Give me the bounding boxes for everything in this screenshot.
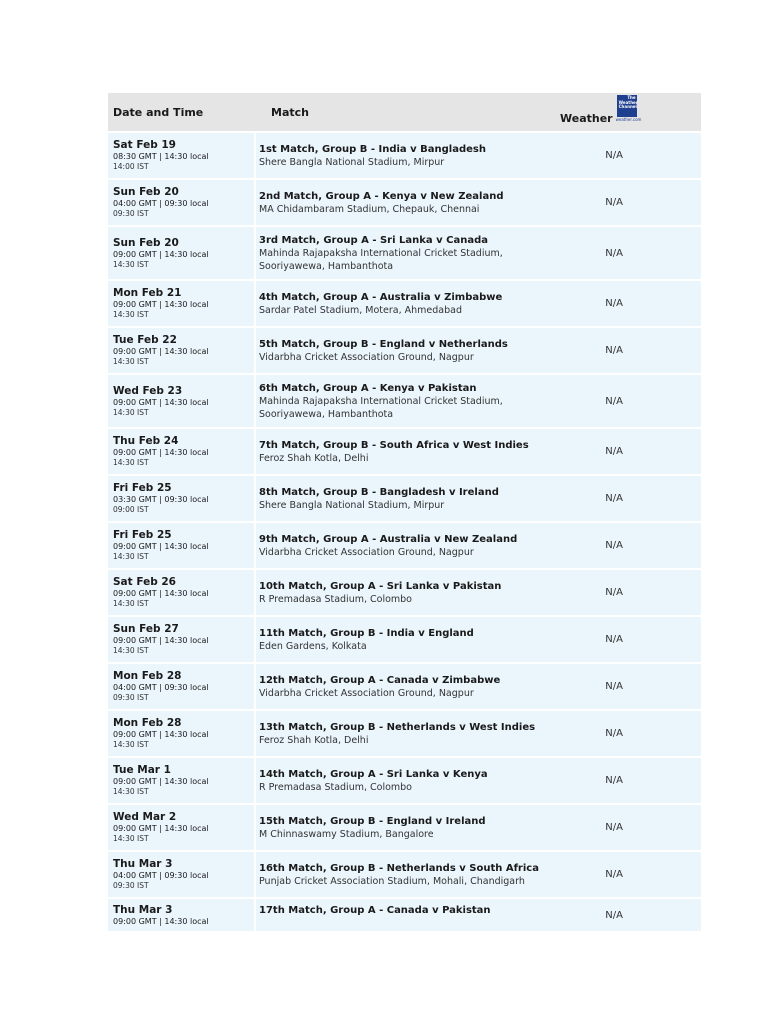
match-day: Wed Mar 2 xyxy=(113,811,177,823)
match-title[interactable]: 17th Match, Group A - Canada v Pakistan xyxy=(259,904,491,916)
date-time-cell xyxy=(108,374,255,428)
table-row xyxy=(108,804,701,851)
match-title[interactable]: 10th Match, Group A - Sri Lanka v Pakistan xyxy=(259,580,502,592)
weather-cell: N/A xyxy=(560,226,701,280)
match-title[interactable]: 1st Match, Group B - India v Bangladesh xyxy=(259,143,486,155)
match-title[interactable]: 16th Match, Group B - Netherlands v South Africa xyxy=(259,862,539,874)
match-gmt-time: 09:00 GMT | 14:30 local xyxy=(113,542,209,551)
match-ist-time: 14:30 IST xyxy=(113,740,149,749)
match-cell xyxy=(255,226,560,280)
match-gmt-time: 09:00 GMT | 14:30 local xyxy=(113,589,209,598)
match-venue: Feroz Shah Kotla, Delhi xyxy=(259,734,369,746)
match-cell xyxy=(255,522,560,569)
match-day: Fri Feb 25 xyxy=(113,529,172,541)
table-row xyxy=(108,522,701,569)
table-row xyxy=(108,898,701,932)
match-cell xyxy=(255,569,560,616)
match-gmt-time: 09:00 GMT | 14:30 local xyxy=(113,448,209,457)
match-title[interactable]: 5th Match, Group B - England v Netherlands xyxy=(259,338,508,350)
match-ist-time: 09:30 IST xyxy=(113,693,149,702)
match-day: Mon Feb 28 xyxy=(113,670,182,682)
weather-cell: N/A xyxy=(560,179,701,226)
table-row xyxy=(108,475,701,522)
match-title[interactable]: 4th Match, Group A - Australia v Zimbabwe xyxy=(259,291,503,303)
header-date-time: Date and Time xyxy=(108,93,255,132)
weather-cell: N/A xyxy=(560,522,701,569)
match-cell xyxy=(255,428,560,475)
match-title[interactable]: 8th Match, Group B - Bangladesh v Ireland xyxy=(259,486,499,498)
fixtures-body xyxy=(108,132,701,932)
match-day: Thu Mar 3 xyxy=(113,903,173,916)
table-row xyxy=(108,616,701,663)
match-gmt-time: 03:30 GMT | 09:30 local xyxy=(113,495,209,504)
weather-cell: N/A xyxy=(560,710,701,757)
table-row xyxy=(108,569,701,616)
fixtures-table xyxy=(108,93,701,933)
match-day: Sun Feb 20 xyxy=(113,236,179,249)
match-ist-time: 14:30 IST xyxy=(113,259,149,269)
weather-cell: N/A xyxy=(560,616,701,663)
match-title[interactable]: 7th Match, Group B - South Africa v West Indies xyxy=(259,439,529,451)
match-day: Thu Feb 24 xyxy=(113,435,179,447)
match-venue: Vidarbha Cricket Association Ground, Nagpur xyxy=(259,687,474,699)
weather-cell: N/A xyxy=(560,132,701,179)
match-day: Wed Feb 23 xyxy=(113,384,183,397)
match-gmt-time: 09:00 GMT | 14:30 local xyxy=(113,777,209,786)
date-time-cell xyxy=(108,804,255,851)
match-title[interactable]: 6th Match, Group A - Kenya v Pakistan xyxy=(259,382,477,394)
weather-cell: N/A xyxy=(560,851,701,898)
match-ist-time: 09:30 IST xyxy=(113,209,149,218)
weather-cell: N/A xyxy=(560,327,701,374)
match-ist-time: 14:30 IST xyxy=(113,599,149,608)
match-cell xyxy=(255,132,560,179)
date-time-cell xyxy=(108,569,255,616)
match-cell xyxy=(255,757,560,804)
weather-cell: N/A xyxy=(560,663,701,710)
table-row xyxy=(108,757,701,804)
match-day: Thu Mar 3 xyxy=(113,858,173,870)
table-row xyxy=(108,710,701,757)
date-time-cell xyxy=(108,428,255,475)
match-day: Mon Feb 28 xyxy=(113,717,182,729)
match-gmt-time: 09:00 GMT | 14:30 local xyxy=(113,249,209,259)
match-day: Sun Feb 27 xyxy=(113,623,179,635)
weather-cell: N/A xyxy=(560,757,701,804)
match-venue: Shere Bangla National Stadium, Mirpur xyxy=(259,156,445,168)
match-venue: Feroz Shah Kotla, Delhi xyxy=(259,452,369,464)
weather-cell: N/A xyxy=(560,428,701,475)
table-row xyxy=(108,663,701,710)
weather-cell: N/A xyxy=(560,374,701,428)
weather-channel-url[interactable]: weather.com xyxy=(615,117,642,123)
match-title[interactable]: 14th Match, Group A - Sri Lanka v Kenya xyxy=(259,768,488,780)
match-cell xyxy=(255,616,560,663)
match-day: Tue Feb 22 xyxy=(113,334,177,346)
date-time-cell xyxy=(108,475,255,522)
match-ist-time: 09:00 IST xyxy=(113,505,149,514)
match-ist-time: 14:30 IST xyxy=(113,787,149,796)
match-ist-time: 09:30 IST xyxy=(113,881,149,890)
weather-cell: N/A xyxy=(560,475,701,522)
header-match: Match xyxy=(255,93,560,132)
match-day: Sun Feb 20 xyxy=(113,186,179,198)
match-gmt-time: 09:00 GMT | 14:30 local xyxy=(113,730,209,739)
header-weather xyxy=(560,93,701,132)
match-title[interactable]: 13th Match, Group B - Netherlands v West Indies xyxy=(259,721,536,733)
table-row xyxy=(108,428,701,475)
match-title[interactable]: 12th Match, Group A - Canada v Zimbabwe xyxy=(259,674,501,686)
date-time-cell xyxy=(108,179,255,226)
date-time-cell xyxy=(108,280,255,327)
weather-cell: N/A xyxy=(560,280,701,327)
date-time-cell xyxy=(108,851,255,898)
table-row xyxy=(108,280,701,327)
weather-cell: N/A xyxy=(560,569,701,616)
match-title[interactable]: 11th Match, Group B - India v England xyxy=(259,627,474,639)
match-gmt-time: 08:30 GMT | 14:30 local xyxy=(113,152,209,161)
match-gmt-time: 09:00 GMT | 14:30 local xyxy=(113,347,209,356)
date-time-cell xyxy=(108,522,255,569)
match-ist-time: 14:00 IST xyxy=(113,162,149,171)
match-day: Sat Feb 26 xyxy=(113,576,176,588)
date-time-cell xyxy=(108,663,255,710)
date-time-cell xyxy=(108,616,255,663)
weather-channel-logo-text: The Weather Channel xyxy=(618,95,638,110)
match-gmt-time: 09:00 GMT | 14:30 local xyxy=(113,916,209,926)
match-gmt-time: 09:00 GMT | 14:30 local xyxy=(113,300,209,309)
match-day: Fri Feb 25 xyxy=(113,482,172,494)
match-gmt-time: 04:00 GMT | 09:30 local xyxy=(113,199,209,208)
match-gmt-time: 04:00 GMT | 09:30 local xyxy=(113,683,209,692)
weather-cell: N/A xyxy=(560,898,701,932)
date-time-cell xyxy=(108,226,255,280)
table-header-row xyxy=(108,93,701,132)
match-title[interactable]: 9th Match, Group A - Australia v New Zealand xyxy=(259,533,518,545)
match-venue: Mahinda Rajapaksha International Cricket Stadium, Sooriyawewa, Hambanthota xyxy=(259,395,503,420)
match-venue: Punjab Cricket Association Stadium, Mohali, Chandigarh xyxy=(259,875,525,887)
match-cell xyxy=(255,374,560,428)
match-ist-time: 14:30 IST xyxy=(113,458,149,467)
match-venue: M Chinnaswamy Stadium, Bangalore xyxy=(259,828,434,840)
match-venue: Vidarbha Cricket Association Ground, Nagpur xyxy=(259,351,474,363)
match-venue: Shere Bangla National Stadium, Mirpur xyxy=(259,499,445,511)
match-ist-time: 14:30 IST xyxy=(113,310,149,319)
date-time-cell xyxy=(108,898,255,932)
match-venue: Sardar Patel Stadium, Motera, Ahmedabad xyxy=(259,304,462,316)
weather-channel-logo[interactable] xyxy=(615,95,642,123)
match-title[interactable]: 3rd Match, Group A - Sri Lanka v Canada xyxy=(259,234,488,246)
match-ist-time: 14:30 IST xyxy=(113,552,149,561)
match-cell xyxy=(255,804,560,851)
weather-cell: N/A xyxy=(560,804,701,851)
table-row xyxy=(108,851,701,898)
date-time-cell xyxy=(108,132,255,179)
match-venue: Mahinda Rajapaksha International Cricket Stadium, Sooriyawewa, Hambanthota xyxy=(259,247,503,272)
match-gmt-time: 09:00 GMT | 14:30 local xyxy=(113,636,209,645)
match-day: Sat Feb 19 xyxy=(113,139,176,151)
match-cell xyxy=(255,475,560,522)
match-venue: R Premadasa Stadium, Colombo xyxy=(259,781,412,793)
match-gmt-time: 09:00 GMT | 14:30 local xyxy=(113,824,209,833)
match-ist-time: 14:30 IST xyxy=(113,407,149,417)
match-cell xyxy=(255,898,560,932)
match-cell xyxy=(255,327,560,374)
header-weather-label: Weather xyxy=(560,112,613,125)
table-row xyxy=(108,327,701,374)
match-gmt-time: 04:00 GMT | 09:30 local xyxy=(113,871,209,880)
match-ist-time: 14:30 IST xyxy=(113,834,149,843)
match-cell xyxy=(255,710,560,757)
match-cell xyxy=(255,280,560,327)
match-venue: R Premadasa Stadium, Colombo xyxy=(259,593,412,605)
date-time-cell xyxy=(108,327,255,374)
table-row xyxy=(108,226,701,280)
match-title[interactable]: 2nd Match, Group A - Kenya v New Zealand xyxy=(259,190,504,202)
match-ist-time: 14:30 IST xyxy=(113,646,149,655)
match-day: Mon Feb 21 xyxy=(113,287,182,299)
match-venue: Vidarbha Cricket Association Ground, Nagpur xyxy=(259,546,474,558)
match-ist-time: 14:30 IST xyxy=(113,357,149,366)
match-day: Tue Mar 1 xyxy=(113,764,171,776)
table-row xyxy=(108,374,701,428)
match-cell xyxy=(255,179,560,226)
table-row xyxy=(108,132,701,179)
match-venue: Eden Gardens, Kolkata xyxy=(259,640,367,652)
table-row xyxy=(108,179,701,226)
date-time-cell xyxy=(108,757,255,804)
match-title[interactable]: 15th Match, Group B - England v Ireland xyxy=(259,815,486,827)
match-cell xyxy=(255,851,560,898)
match-venue: MA Chidambaram Stadium, Chepauk, Chennai xyxy=(259,203,480,215)
match-cell xyxy=(255,663,560,710)
match-gmt-time: 09:00 GMT | 14:30 local xyxy=(113,397,209,407)
date-time-cell xyxy=(108,710,255,757)
